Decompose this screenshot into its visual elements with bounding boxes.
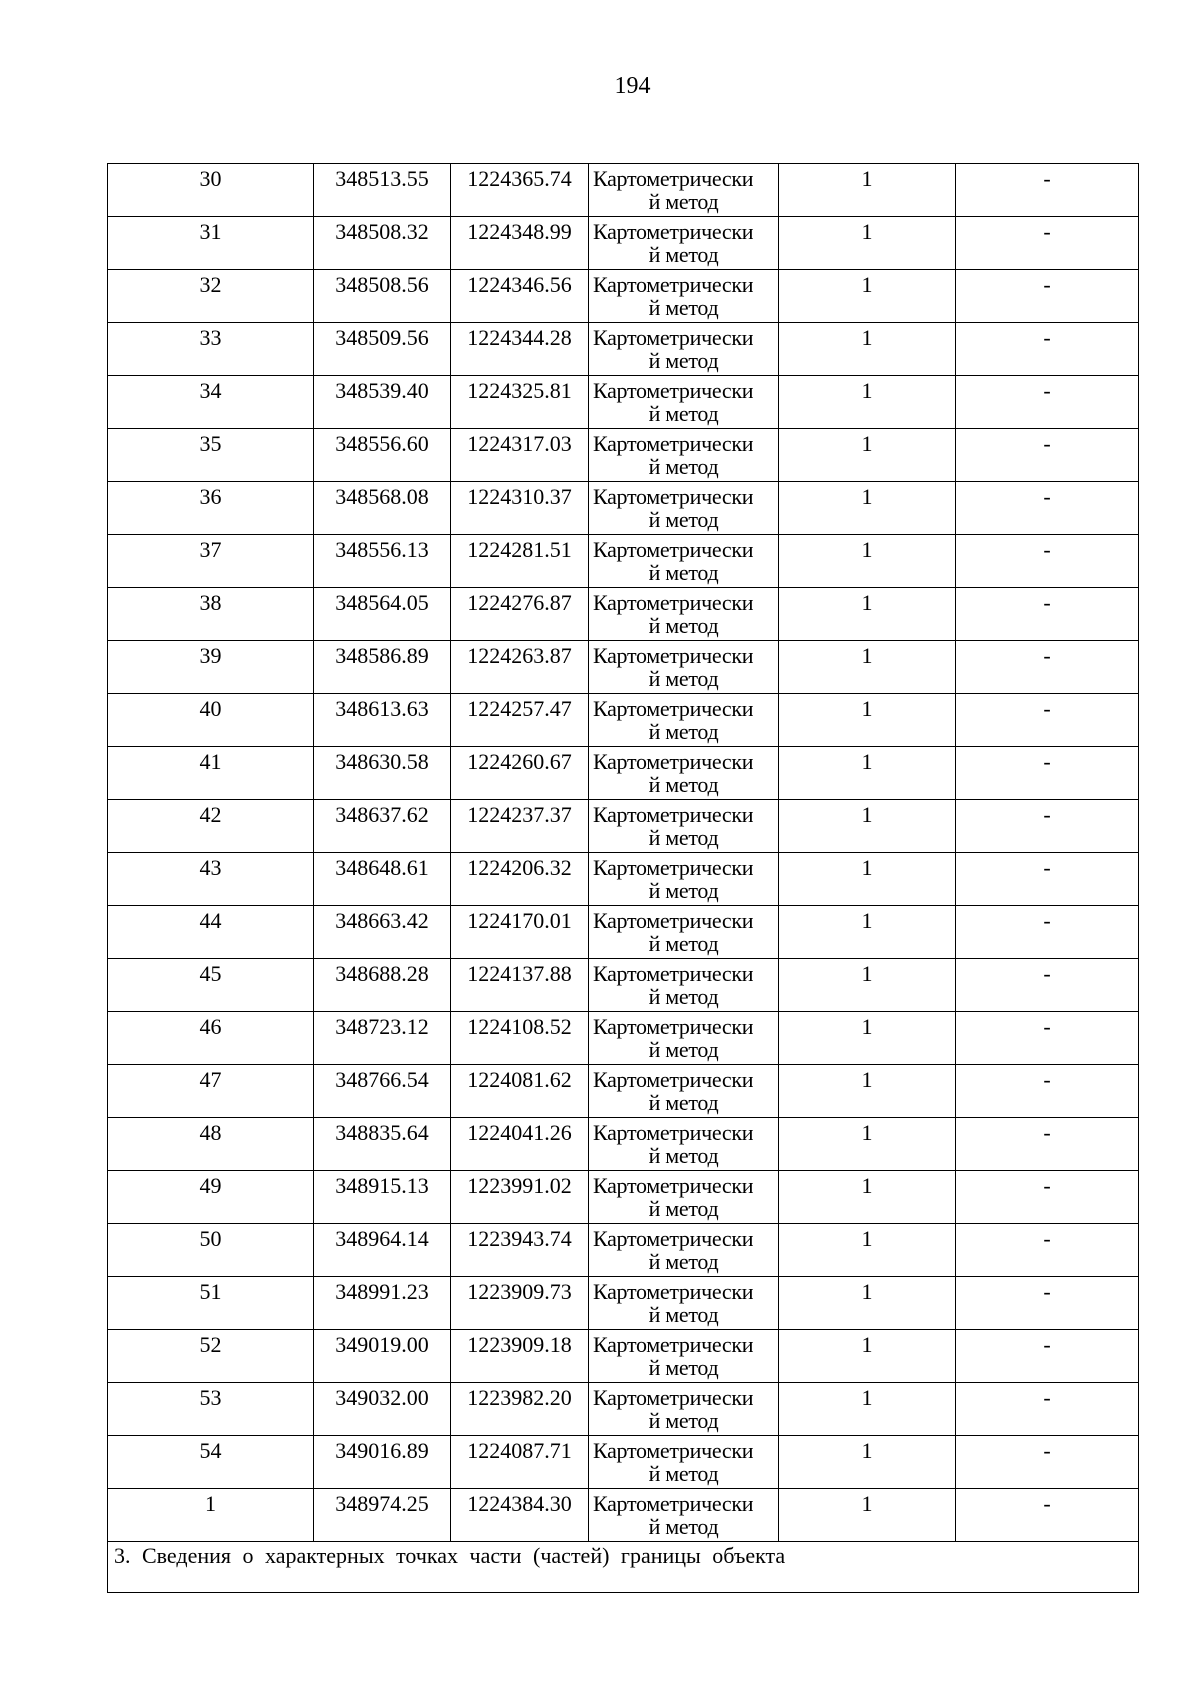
- method-text-line2: й метод: [648, 1514, 719, 1539]
- page-number: 194: [614, 73, 651, 99]
- note-cell: -: [956, 800, 1139, 853]
- point-number-cell: 53: [108, 1383, 314, 1436]
- table-row: [108, 429, 1139, 482]
- method-text-line1: Картометрически: [593, 484, 754, 509]
- method-text-line2: й метод: [648, 348, 719, 373]
- point-number-cell: 45: [108, 959, 314, 1012]
- method-text-line2: й метод: [648, 878, 719, 903]
- point-number-cell: 32: [108, 270, 314, 323]
- note-cell: -: [956, 323, 1139, 376]
- method-cell: [589, 906, 779, 959]
- point-number-cell: 51: [108, 1277, 314, 1330]
- y-coordinate-cell: 1223991.02: [451, 1171, 589, 1224]
- point-number-cell: 44: [108, 906, 314, 959]
- accuracy-cell: 1: [779, 1330, 956, 1383]
- method-cell: [589, 1012, 779, 1065]
- table-row: [108, 1065, 1139, 1118]
- method-text-line2: й метод: [648, 507, 719, 532]
- x-coordinate-cell: 348915.13: [314, 1171, 451, 1224]
- y-coordinate-cell: 1223909.18: [451, 1330, 589, 1383]
- method-cell: [589, 853, 779, 906]
- table-row: [108, 906, 1139, 959]
- method-text-line1: Картометрически: [593, 1067, 754, 1092]
- table-row: [108, 1436, 1139, 1489]
- method-text-line1: Картометрически: [593, 643, 754, 668]
- x-coordinate-cell: 348556.13: [314, 535, 451, 588]
- y-coordinate-cell: 1224260.67: [451, 747, 589, 800]
- accuracy-cell: 1: [779, 800, 956, 853]
- accuracy-cell: 1: [779, 906, 956, 959]
- accuracy-cell: 1: [779, 1277, 956, 1330]
- x-coordinate-cell: 348564.05: [314, 588, 451, 641]
- note-cell: -: [956, 959, 1139, 1012]
- method-text-line2: й метод: [648, 295, 719, 320]
- x-coordinate-cell: 348637.62: [314, 800, 451, 853]
- point-number-cell: 1: [108, 1489, 314, 1542]
- accuracy-cell: 1: [779, 588, 956, 641]
- table-row: [108, 641, 1139, 694]
- method-cell: [589, 1118, 779, 1171]
- accuracy-cell: 1: [779, 376, 956, 429]
- y-coordinate-cell: 1224310.37: [451, 482, 589, 535]
- note-cell: -: [956, 1224, 1139, 1277]
- method-text-line1: Картометрически: [593, 1014, 754, 1039]
- method-text-line1: Картометрически: [593, 272, 754, 297]
- method-cell: [589, 535, 779, 588]
- method-text-line2: й метод: [648, 1037, 719, 1062]
- point-number-cell: 35: [108, 429, 314, 482]
- point-number-cell: 54: [108, 1436, 314, 1489]
- method-cell: [589, 1330, 779, 1383]
- table-row: [108, 694, 1139, 747]
- point-number-cell: 37: [108, 535, 314, 588]
- x-coordinate-cell: 348613.63: [314, 694, 451, 747]
- method-text-line1: Картометрически: [593, 431, 754, 456]
- accuracy-cell: 1: [779, 323, 956, 376]
- table-row: [108, 1330, 1139, 1383]
- method-cell: [589, 429, 779, 482]
- x-coordinate-cell: 348835.64: [314, 1118, 451, 1171]
- method-text-line1: Картометрически: [593, 166, 754, 191]
- note-cell: -: [956, 1012, 1139, 1065]
- accuracy-cell: 1: [779, 1012, 956, 1065]
- x-coordinate-cell: 348688.28: [314, 959, 451, 1012]
- note-cell: -: [956, 217, 1139, 270]
- x-coordinate-cell: 348513.55: [314, 164, 451, 217]
- accuracy-cell: 1: [779, 429, 956, 482]
- point-number-cell: 52: [108, 1330, 314, 1383]
- point-number-cell: 47: [108, 1065, 314, 1118]
- point-number-cell: 43: [108, 853, 314, 906]
- method-text-line1: Картометрически: [593, 1279, 754, 1304]
- table-row: [108, 1224, 1139, 1277]
- table-row: [108, 482, 1139, 535]
- table-row: [108, 270, 1139, 323]
- y-coordinate-cell: 1224365.74: [451, 164, 589, 217]
- x-coordinate-cell: 348766.54: [314, 1065, 451, 1118]
- note-cell: -: [956, 429, 1139, 482]
- note-cell: -: [956, 482, 1139, 535]
- method-text-line1: Картометрически: [593, 802, 754, 827]
- method-text-line1: Картометрически: [593, 696, 754, 721]
- method-cell: [589, 1436, 779, 1489]
- table-row: [108, 535, 1139, 588]
- note-cell: -: [956, 694, 1139, 747]
- y-coordinate-cell: 1224237.37: [451, 800, 589, 853]
- y-coordinate-cell: 1224206.32: [451, 853, 589, 906]
- table-row: [108, 853, 1139, 906]
- x-coordinate-cell: 348508.32: [314, 217, 451, 270]
- table-row: [108, 1171, 1139, 1224]
- point-number-cell: 36: [108, 482, 314, 535]
- x-coordinate-cell: 348991.23: [314, 1277, 451, 1330]
- y-coordinate-cell: 1224263.87: [451, 641, 589, 694]
- method-text-line1: Картометрически: [593, 590, 754, 615]
- method-text-line1: Картометрически: [593, 1491, 754, 1516]
- note-cell: -: [956, 1065, 1139, 1118]
- note-cell: -: [956, 1383, 1139, 1436]
- method-text-line1: Картометрически: [593, 1226, 754, 1251]
- method-text-line2: й метод: [648, 666, 719, 691]
- note-cell: -: [956, 535, 1139, 588]
- method-text-line2: й метод: [648, 772, 719, 797]
- accuracy-cell: 1: [779, 853, 956, 906]
- method-text-line1: Картометрически: [593, 855, 754, 880]
- point-number-cell: 39: [108, 641, 314, 694]
- method-cell: [589, 270, 779, 323]
- note-cell: -: [956, 1330, 1139, 1383]
- x-coordinate-cell: 348556.60: [314, 429, 451, 482]
- accuracy-cell: 1: [779, 959, 956, 1012]
- method-text-line2: й метод: [648, 401, 719, 426]
- table-row: [108, 747, 1139, 800]
- x-coordinate-cell: 348648.61: [314, 853, 451, 906]
- y-coordinate-cell: 1223982.20: [451, 1383, 589, 1436]
- accuracy-cell: 1: [779, 1224, 956, 1277]
- x-coordinate-cell: 348586.89: [314, 641, 451, 694]
- method-text-line1: Картометрически: [593, 1173, 754, 1198]
- table-row: [108, 217, 1139, 270]
- method-cell: [589, 1171, 779, 1224]
- accuracy-cell: 1: [779, 535, 956, 588]
- y-coordinate-cell: 1223943.74: [451, 1224, 589, 1277]
- method-cell: [589, 800, 779, 853]
- y-coordinate-cell: 1224081.62: [451, 1065, 589, 1118]
- point-number-cell: 41: [108, 747, 314, 800]
- point-number-cell: 49: [108, 1171, 314, 1224]
- accuracy-cell: 1: [779, 1489, 956, 1542]
- note-cell: -: [956, 641, 1139, 694]
- accuracy-cell: 1: [779, 1436, 956, 1489]
- method-text-line2: й метод: [648, 1090, 719, 1115]
- table-row: [108, 1012, 1139, 1065]
- y-coordinate-cell: 1224087.71: [451, 1436, 589, 1489]
- y-coordinate-cell: 1224108.52: [451, 1012, 589, 1065]
- method-cell: [589, 694, 779, 747]
- accuracy-cell: 1: [779, 641, 956, 694]
- table-row: [108, 164, 1139, 217]
- x-coordinate-cell: 348509.56: [314, 323, 451, 376]
- x-coordinate-cell: 348723.12: [314, 1012, 451, 1065]
- point-number-cell: 31: [108, 217, 314, 270]
- point-number-cell: 38: [108, 588, 314, 641]
- table-row: [108, 1118, 1139, 1171]
- note-cell: -: [956, 1277, 1139, 1330]
- method-text-line2: й метод: [648, 1355, 719, 1380]
- note-cell: -: [956, 588, 1139, 641]
- table-row: [108, 959, 1139, 1012]
- method-cell: [589, 1224, 779, 1277]
- y-coordinate-cell: 1224348.99: [451, 217, 589, 270]
- x-coordinate-cell: 349016.89: [314, 1436, 451, 1489]
- x-coordinate-cell: 348508.56: [314, 270, 451, 323]
- method-text-line1: Картометрически: [593, 1120, 754, 1145]
- note-cell: -: [956, 906, 1139, 959]
- y-coordinate-cell: 1224281.51: [451, 535, 589, 588]
- accuracy-cell: 1: [779, 1171, 956, 1224]
- point-number-cell: 46: [108, 1012, 314, 1065]
- method-cell: [589, 959, 779, 1012]
- section-heading: 3. Сведения о характерных точках части (частей) границы объекта: [108, 1542, 1139, 1593]
- method-text-line2: й метод: [648, 719, 719, 744]
- x-coordinate-cell: 348663.42: [314, 906, 451, 959]
- method-text-line2: й метод: [648, 454, 719, 479]
- table-row: [108, 376, 1139, 429]
- method-cell: [589, 217, 779, 270]
- y-coordinate-cell: 1224325.81: [451, 376, 589, 429]
- method-text-line2: й метод: [648, 560, 719, 585]
- accuracy-cell: 1: [779, 747, 956, 800]
- method-cell: [589, 323, 779, 376]
- note-cell: -: [956, 376, 1139, 429]
- method-text-line1: Картометрически: [593, 908, 754, 933]
- method-text-line1: Картометрически: [593, 537, 754, 562]
- y-coordinate-cell: 1224257.47: [451, 694, 589, 747]
- method-text-line1: Картометрически: [593, 1438, 754, 1463]
- note-cell: -: [956, 1436, 1139, 1489]
- note-cell: -: [956, 164, 1139, 217]
- note-cell: -: [956, 1171, 1139, 1224]
- table-body: [108, 164, 1139, 1542]
- x-coordinate-cell: 349032.00: [314, 1383, 451, 1436]
- y-coordinate-cell: 1224170.01: [451, 906, 589, 959]
- method-text-line1: Картометрически: [593, 1332, 754, 1357]
- accuracy-cell: 1: [779, 1065, 956, 1118]
- point-number-cell: 40: [108, 694, 314, 747]
- y-coordinate-cell: 1224384.30: [451, 1489, 589, 1542]
- coordinates-table: [107, 163, 1139, 1593]
- method-cell: [589, 1065, 779, 1118]
- method-cell: [589, 1383, 779, 1436]
- x-coordinate-cell: 348974.25: [314, 1489, 451, 1542]
- y-coordinate-cell: 1224344.28: [451, 323, 589, 376]
- point-number-cell: 48: [108, 1118, 314, 1171]
- accuracy-cell: 1: [779, 694, 956, 747]
- method-text-line2: й метод: [648, 1249, 719, 1274]
- note-cell: -: [956, 270, 1139, 323]
- table-row: [108, 1383, 1139, 1436]
- note-cell: -: [956, 747, 1139, 800]
- method-text-line2: й метод: [648, 613, 719, 638]
- method-text-line1: Картометрически: [593, 1385, 754, 1410]
- x-coordinate-cell: 348539.40: [314, 376, 451, 429]
- accuracy-cell: 1: [779, 270, 956, 323]
- y-coordinate-cell: 1224276.87: [451, 588, 589, 641]
- method-text-line2: й метод: [648, 189, 719, 214]
- table-row: [108, 800, 1139, 853]
- y-coordinate-cell: 1224346.56: [451, 270, 589, 323]
- point-number-cell: 50: [108, 1224, 314, 1277]
- note-cell: -: [956, 853, 1139, 906]
- method-text-line2: й метод: [648, 984, 719, 1009]
- method-text-line2: й метод: [648, 931, 719, 956]
- x-coordinate-cell: 348964.14: [314, 1224, 451, 1277]
- table-row: [108, 588, 1139, 641]
- x-coordinate-cell: 348630.58: [314, 747, 451, 800]
- section-heading-row: [108, 1542, 1139, 1593]
- table-row: [108, 323, 1139, 376]
- method-text-line2: й метод: [648, 1302, 719, 1327]
- method-cell: [589, 641, 779, 694]
- point-number-cell: 42: [108, 800, 314, 853]
- method-cell: [589, 747, 779, 800]
- method-text-line2: й метод: [648, 1196, 719, 1221]
- method-cell: [589, 164, 779, 217]
- method-cell: [589, 1277, 779, 1330]
- note-cell: -: [956, 1118, 1139, 1171]
- method-text-line1: Картометрически: [593, 961, 754, 986]
- table-row: [108, 1489, 1139, 1542]
- accuracy-cell: 1: [779, 217, 956, 270]
- method-text-line2: й метод: [648, 1461, 719, 1486]
- method-cell: [589, 588, 779, 641]
- method-cell: [589, 376, 779, 429]
- point-number-cell: 30: [108, 164, 314, 217]
- method-text-line2: й метод: [648, 825, 719, 850]
- y-coordinate-cell: 1224137.88: [451, 959, 589, 1012]
- accuracy-cell: 1: [779, 1118, 956, 1171]
- y-coordinate-cell: 1224317.03: [451, 429, 589, 482]
- method-text-line1: Картометрически: [593, 219, 754, 244]
- method-cell: [589, 1489, 779, 1542]
- accuracy-cell: 1: [779, 1383, 956, 1436]
- y-coordinate-cell: 1223909.73: [451, 1277, 589, 1330]
- method-text-line2: й метод: [648, 1408, 719, 1433]
- method-text-line2: й метод: [648, 242, 719, 267]
- method-cell: [589, 482, 779, 535]
- point-number-cell: 34: [108, 376, 314, 429]
- note-cell: -: [956, 1489, 1139, 1542]
- accuracy-cell: 1: [779, 482, 956, 535]
- x-coordinate-cell: 348568.08: [314, 482, 451, 535]
- method-text-line1: Картометрически: [593, 749, 754, 774]
- method-text-line1: Картометрически: [593, 325, 754, 350]
- table-row: [108, 1277, 1139, 1330]
- point-number-cell: 33: [108, 323, 314, 376]
- method-text-line2: й метод: [648, 1143, 719, 1168]
- accuracy-cell: 1: [779, 164, 956, 217]
- y-coordinate-cell: 1224041.26: [451, 1118, 589, 1171]
- method-text-line1: Картометрически: [593, 378, 754, 403]
- x-coordinate-cell: 349019.00: [314, 1330, 451, 1383]
